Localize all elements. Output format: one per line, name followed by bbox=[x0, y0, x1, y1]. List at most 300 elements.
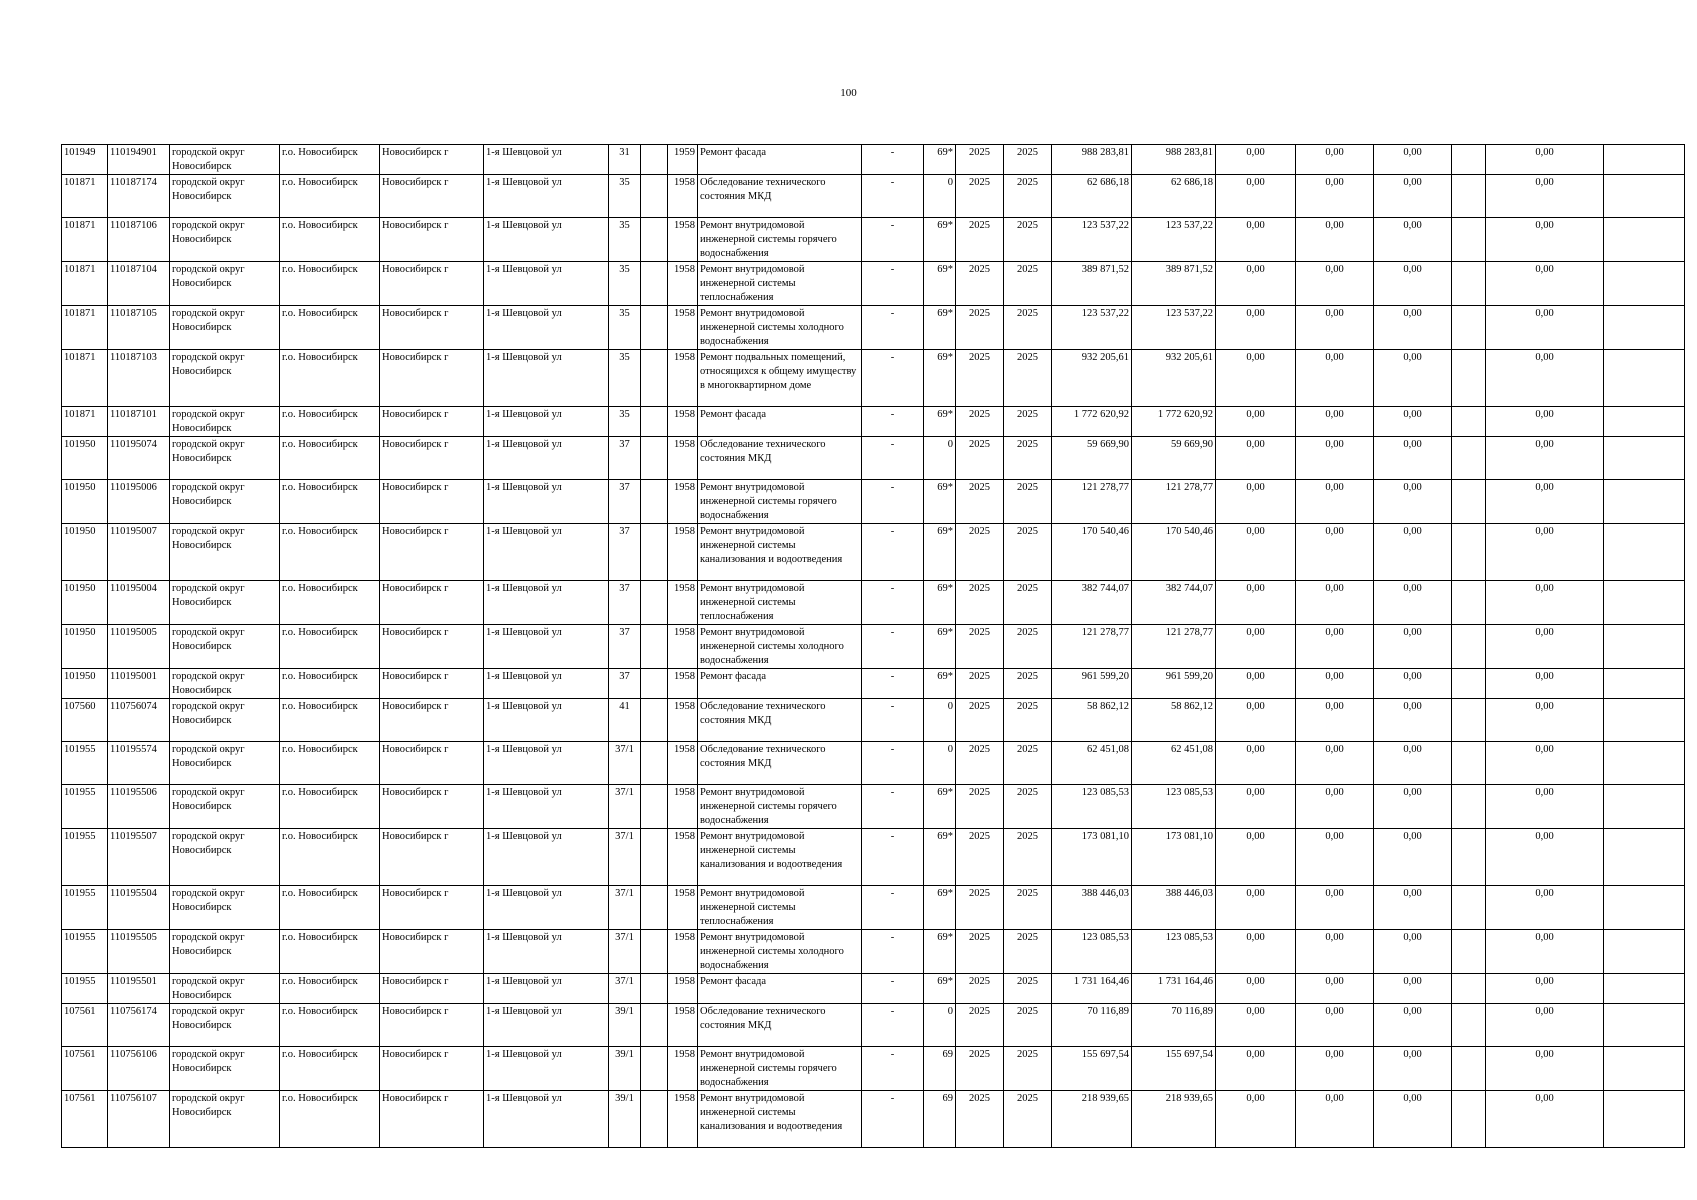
year-built-cell: 1958 bbox=[668, 930, 698, 974]
dash-mark-cell: - bbox=[862, 625, 924, 669]
cost-budget-federal-cell: 0,00 bbox=[1216, 625, 1296, 669]
cost-owners-cell: 0,00 bbox=[1486, 262, 1604, 306]
cost-total-cell: 62 686,18 bbox=[1052, 175, 1132, 218]
year-built-cell: 1958 bbox=[668, 524, 698, 581]
municipal-district-cell: городской округ Новосибирск bbox=[170, 742, 280, 785]
cost-budget-federal-cell: 0,00 bbox=[1216, 1047, 1296, 1091]
table-row bbox=[62, 742, 1685, 785]
street-cell: 1-я Шевцовой ул bbox=[484, 350, 609, 407]
settlement-cell: Новосибирск г bbox=[380, 625, 484, 669]
house-code-cell: 101871 bbox=[62, 407, 108, 437]
work-type-cell: Обследование технического состояния МКД bbox=[698, 437, 862, 480]
street-cell: 1-я Шевцовой ул bbox=[484, 829, 609, 886]
cost-budget-local-cell: 0,00 bbox=[1374, 350, 1452, 407]
cost-other-cell bbox=[1452, 625, 1486, 669]
street-cell: 1-я Шевцовой ул bbox=[484, 218, 609, 262]
cost-budget-local-cell: 0,00 bbox=[1374, 407, 1452, 437]
year-end-cell: 2025 bbox=[1004, 350, 1052, 407]
cost-owners-cell: 0,00 bbox=[1486, 437, 1604, 480]
work-type-cell: Ремонт подвальных помещений, относящихся к общему имуществу в многоквартирном доме bbox=[698, 350, 862, 407]
cost-budget-regional-cell: 0,00 bbox=[1296, 699, 1374, 742]
cost-budget-federal-cell: 0,00 bbox=[1216, 175, 1296, 218]
table-row bbox=[62, 1047, 1685, 1091]
cost-total-cell: 123 085,53 bbox=[1052, 785, 1132, 829]
dash-mark-cell: - bbox=[862, 974, 924, 1004]
table-row bbox=[62, 930, 1685, 974]
notes-cell bbox=[1604, 262, 1685, 306]
municipal-district-cell: городской округ Новосибирск bbox=[170, 669, 280, 699]
work-code-cell: 110187103 bbox=[108, 350, 170, 407]
year-end-cell: 2025 bbox=[1004, 1004, 1052, 1047]
cost-budget-federal-cell: 0,00 bbox=[1216, 886, 1296, 930]
value-indicator-cell: 0 bbox=[924, 742, 956, 785]
cost-other-cell bbox=[1452, 886, 1486, 930]
value-indicator-cell: 0 bbox=[924, 175, 956, 218]
work-code-cell: 110195004 bbox=[108, 581, 170, 625]
dash-mark-cell: - bbox=[862, 1091, 924, 1148]
work-code-cell: 110195505 bbox=[108, 930, 170, 974]
settlement-cell: Новосибирск г bbox=[380, 1091, 484, 1148]
notes-cell bbox=[1604, 829, 1685, 886]
year-start-cell: 2025 bbox=[956, 407, 1004, 437]
year-built-cell: 1958 bbox=[668, 437, 698, 480]
municipality-cell: г.о. Новосибирск bbox=[280, 581, 380, 625]
cost-total-cell: 382 744,07 bbox=[1052, 581, 1132, 625]
year-end-cell: 2025 bbox=[1004, 145, 1052, 175]
house-code-cell: 101955 bbox=[62, 742, 108, 785]
year-start-cell: 2025 bbox=[956, 829, 1004, 886]
year-end-cell: 2025 bbox=[1004, 742, 1052, 785]
street-cell: 1-я Шевцовой ул bbox=[484, 581, 609, 625]
municipal-district-cell: городской округ Новосибирск bbox=[170, 175, 280, 218]
cost-budget-regional-cell: 0,00 bbox=[1296, 306, 1374, 350]
notes-cell bbox=[1604, 742, 1685, 785]
year-built-cell: 1958 bbox=[668, 262, 698, 306]
cost-total-cell: 121 278,77 bbox=[1052, 625, 1132, 669]
building-letter-cell bbox=[641, 669, 668, 699]
municipal-district-cell: городской округ Новосибирск bbox=[170, 350, 280, 407]
house-number-cell: 37/1 bbox=[609, 785, 641, 829]
municipality-cell: г.о. Новосибирск bbox=[280, 1047, 380, 1091]
municipality-cell: г.о. Новосибирск bbox=[280, 175, 380, 218]
municipal-district-cell: городской округ Новосибирск bbox=[170, 1047, 280, 1091]
work-code-cell: 110195074 bbox=[108, 437, 170, 480]
year-end-cell: 2025 bbox=[1004, 930, 1052, 974]
cost-fund-cell: 382 744,07 bbox=[1132, 581, 1216, 625]
registry-table-body bbox=[62, 145, 1685, 1148]
house-number-cell: 37 bbox=[609, 625, 641, 669]
cost-owners-cell: 0,00 bbox=[1486, 350, 1604, 407]
cost-budget-regional-cell: 0,00 bbox=[1296, 145, 1374, 175]
work-type-cell: Ремонт внутридомовой инженерной системы горячего водоснабжения bbox=[698, 785, 862, 829]
year-start-cell: 2025 bbox=[956, 581, 1004, 625]
table-row bbox=[62, 1091, 1685, 1148]
cost-owners-cell: 0,00 bbox=[1486, 145, 1604, 175]
dash-mark-cell: - bbox=[862, 699, 924, 742]
work-type-cell: Ремонт внутридомовой инженерной системы канализования и водоотведения bbox=[698, 829, 862, 886]
cost-owners-cell: 0,00 bbox=[1486, 218, 1604, 262]
cost-budget-federal-cell: 0,00 bbox=[1216, 145, 1296, 175]
cost-fund-cell: 155 697,54 bbox=[1132, 1047, 1216, 1091]
house-number-cell: 37/1 bbox=[609, 930, 641, 974]
cost-owners-cell: 0,00 bbox=[1486, 480, 1604, 524]
cost-budget-federal-cell: 0,00 bbox=[1216, 785, 1296, 829]
cost-total-cell: 988 283,81 bbox=[1052, 145, 1132, 175]
house-code-cell: 101950 bbox=[62, 437, 108, 480]
cost-budget-federal-cell: 0,00 bbox=[1216, 699, 1296, 742]
work-code-cell: 110187101 bbox=[108, 407, 170, 437]
cost-total-cell: 62 451,08 bbox=[1052, 742, 1132, 785]
dash-mark-cell: - bbox=[862, 218, 924, 262]
year-start-cell: 2025 bbox=[956, 742, 1004, 785]
cost-budget-federal-cell: 0,00 bbox=[1216, 581, 1296, 625]
house-number-cell: 37 bbox=[609, 669, 641, 699]
year-built-cell: 1958 bbox=[668, 1004, 698, 1047]
settlement-cell: Новосибирск г bbox=[380, 581, 484, 625]
table-row bbox=[62, 175, 1685, 218]
dash-mark-cell: - bbox=[862, 350, 924, 407]
year-end-cell: 2025 bbox=[1004, 1047, 1052, 1091]
street-cell: 1-я Шевцовой ул bbox=[484, 306, 609, 350]
dash-mark-cell: - bbox=[862, 306, 924, 350]
value-indicator-cell: 69* bbox=[924, 480, 956, 524]
dash-mark-cell: - bbox=[862, 1004, 924, 1047]
municipality-cell: г.о. Новосибирск bbox=[280, 1004, 380, 1047]
value-indicator-cell: 69* bbox=[924, 407, 956, 437]
building-letter-cell bbox=[641, 785, 668, 829]
work-code-cell: 110195501 bbox=[108, 974, 170, 1004]
building-letter-cell bbox=[641, 480, 668, 524]
dash-mark-cell: - bbox=[862, 1047, 924, 1091]
notes-cell bbox=[1604, 218, 1685, 262]
year-built-cell: 1958 bbox=[668, 407, 698, 437]
cost-owners-cell: 0,00 bbox=[1486, 886, 1604, 930]
year-end-cell: 2025 bbox=[1004, 407, 1052, 437]
cost-budget-local-cell: 0,00 bbox=[1374, 829, 1452, 886]
building-letter-cell bbox=[641, 699, 668, 742]
year-start-cell: 2025 bbox=[956, 785, 1004, 829]
cost-other-cell bbox=[1452, 306, 1486, 350]
year-end-cell: 2025 bbox=[1004, 625, 1052, 669]
cost-budget-federal-cell: 0,00 bbox=[1216, 407, 1296, 437]
settlement-cell: Новосибирск г bbox=[380, 524, 484, 581]
year-start-cell: 2025 bbox=[956, 1004, 1004, 1047]
house-code-cell: 101950 bbox=[62, 581, 108, 625]
work-type-cell: Ремонт внутридомовой инженерной системы теплоснабжения bbox=[698, 886, 862, 930]
cost-budget-federal-cell: 0,00 bbox=[1216, 218, 1296, 262]
cost-owners-cell: 0,00 bbox=[1486, 625, 1604, 669]
municipal-district-cell: городской округ Новосибирск bbox=[170, 1091, 280, 1148]
building-letter-cell bbox=[641, 175, 668, 218]
cost-other-cell bbox=[1452, 524, 1486, 581]
cost-budget-federal-cell: 0,00 bbox=[1216, 1004, 1296, 1047]
settlement-cell: Новосибирск г bbox=[380, 145, 484, 175]
cost-owners-cell: 0,00 bbox=[1486, 669, 1604, 699]
cost-budget-regional-cell: 0,00 bbox=[1296, 1004, 1374, 1047]
settlement-cell: Новосибирск г bbox=[380, 974, 484, 1004]
cost-fund-cell: 123 537,22 bbox=[1132, 306, 1216, 350]
year-end-cell: 2025 bbox=[1004, 175, 1052, 218]
cost-budget-regional-cell: 0,00 bbox=[1296, 175, 1374, 218]
cost-budget-local-cell: 0,00 bbox=[1374, 306, 1452, 350]
cost-total-cell: 389 871,52 bbox=[1052, 262, 1132, 306]
year-built-cell: 1958 bbox=[668, 669, 698, 699]
cost-budget-regional-cell: 0,00 bbox=[1296, 262, 1374, 306]
house-number-cell: 37 bbox=[609, 480, 641, 524]
cost-fund-cell: 121 278,77 bbox=[1132, 625, 1216, 669]
house-number-cell: 37/1 bbox=[609, 829, 641, 886]
municipal-district-cell: городской округ Новосибирск bbox=[170, 785, 280, 829]
year-start-cell: 2025 bbox=[956, 306, 1004, 350]
street-cell: 1-я Шевцовой ул bbox=[484, 145, 609, 175]
value-indicator-cell: 69* bbox=[924, 350, 956, 407]
municipality-cell: г.о. Новосибирск bbox=[280, 625, 380, 669]
settlement-cell: Новосибирск г bbox=[380, 742, 484, 785]
cost-fund-cell: 932 205,61 bbox=[1132, 350, 1216, 407]
year-start-cell: 2025 bbox=[956, 437, 1004, 480]
year-end-cell: 2025 bbox=[1004, 480, 1052, 524]
cost-owners-cell: 0,00 bbox=[1486, 742, 1604, 785]
cost-total-cell: 58 862,12 bbox=[1052, 699, 1132, 742]
work-code-cell: 110194901 bbox=[108, 145, 170, 175]
cost-fund-cell: 170 540,46 bbox=[1132, 524, 1216, 581]
municipal-district-cell: городской округ Новосибирск bbox=[170, 581, 280, 625]
house-number-cell: 37 bbox=[609, 437, 641, 480]
cost-total-cell: 123 537,22 bbox=[1052, 306, 1132, 350]
year-built-cell: 1958 bbox=[668, 886, 698, 930]
settlement-cell: Новосибирск г bbox=[380, 699, 484, 742]
cost-budget-federal-cell: 0,00 bbox=[1216, 350, 1296, 407]
dash-mark-cell: - bbox=[862, 524, 924, 581]
work-type-cell: Ремонт фасада bbox=[698, 407, 862, 437]
municipality-cell: г.о. Новосибирск bbox=[280, 886, 380, 930]
notes-cell bbox=[1604, 437, 1685, 480]
house-code-cell: 107561 bbox=[62, 1091, 108, 1148]
value-indicator-cell: 69* bbox=[924, 306, 956, 350]
settlement-cell: Новосибирск г bbox=[380, 1004, 484, 1047]
table-row bbox=[62, 262, 1685, 306]
year-built-cell: 1958 bbox=[668, 742, 698, 785]
notes-cell bbox=[1604, 930, 1685, 974]
municipal-district-cell: городской округ Новосибирск bbox=[170, 974, 280, 1004]
cost-budget-local-cell: 0,00 bbox=[1374, 974, 1452, 1004]
cost-total-cell: 170 540,46 bbox=[1052, 524, 1132, 581]
cost-total-cell: 155 697,54 bbox=[1052, 1047, 1132, 1091]
cost-other-cell bbox=[1452, 974, 1486, 1004]
house-code-cell: 101955 bbox=[62, 829, 108, 886]
house-number-cell: 37 bbox=[609, 524, 641, 581]
cost-budget-federal-cell: 0,00 bbox=[1216, 669, 1296, 699]
year-start-cell: 2025 bbox=[956, 974, 1004, 1004]
work-type-cell: Ремонт внутридомовой инженерной системы холодного водоснабжения bbox=[698, 306, 862, 350]
year-end-cell: 2025 bbox=[1004, 1091, 1052, 1148]
cost-other-cell bbox=[1452, 480, 1486, 524]
municipal-district-cell: городской округ Новосибирск bbox=[170, 886, 280, 930]
cost-budget-regional-cell: 0,00 bbox=[1296, 350, 1374, 407]
cost-budget-local-cell: 0,00 bbox=[1374, 145, 1452, 175]
house-code-cell: 101871 bbox=[62, 218, 108, 262]
settlement-cell: Новосибирск г bbox=[380, 886, 484, 930]
building-letter-cell bbox=[641, 625, 668, 669]
table-row bbox=[62, 407, 1685, 437]
street-cell: 1-я Шевцовой ул bbox=[484, 785, 609, 829]
municipal-district-cell: городской округ Новосибирск bbox=[170, 437, 280, 480]
cost-total-cell: 932 205,61 bbox=[1052, 350, 1132, 407]
cost-owners-cell: 0,00 bbox=[1486, 1091, 1604, 1148]
dash-mark-cell: - bbox=[862, 829, 924, 886]
work-type-cell: Ремонт внутридомовой инженерной системы горячего водоснабжения bbox=[698, 480, 862, 524]
municipality-cell: г.о. Новосибирск bbox=[280, 829, 380, 886]
cost-budget-local-cell: 0,00 bbox=[1374, 218, 1452, 262]
cost-budget-federal-cell: 0,00 bbox=[1216, 437, 1296, 480]
building-letter-cell bbox=[641, 1091, 668, 1148]
building-letter-cell bbox=[641, 829, 668, 886]
year-start-cell: 2025 bbox=[956, 930, 1004, 974]
work-code-cell: 110756174 bbox=[108, 1004, 170, 1047]
cost-budget-regional-cell: 0,00 bbox=[1296, 437, 1374, 480]
work-type-cell: Обследование технического состояния МКД bbox=[698, 699, 862, 742]
year-start-cell: 2025 bbox=[956, 145, 1004, 175]
municipality-cell: г.о. Новосибирск bbox=[280, 699, 380, 742]
cost-fund-cell: 388 446,03 bbox=[1132, 886, 1216, 930]
house-number-cell: 41 bbox=[609, 699, 641, 742]
cost-owners-cell: 0,00 bbox=[1486, 306, 1604, 350]
building-letter-cell bbox=[641, 145, 668, 175]
cost-budget-regional-cell: 0,00 bbox=[1296, 785, 1374, 829]
cost-total-cell: 1 731 164,46 bbox=[1052, 974, 1132, 1004]
cost-total-cell: 121 278,77 bbox=[1052, 480, 1132, 524]
value-indicator-cell: 69* bbox=[924, 145, 956, 175]
settlement-cell: Новосибирск г bbox=[380, 218, 484, 262]
municipal-district-cell: городской округ Новосибирск bbox=[170, 829, 280, 886]
work-type-cell: Ремонт внутридомовой инженерной системы горячего водоснабжения bbox=[698, 218, 862, 262]
value-indicator-cell: 69 bbox=[924, 1091, 956, 1148]
year-start-cell: 2025 bbox=[956, 262, 1004, 306]
cost-fund-cell: 988 283,81 bbox=[1132, 145, 1216, 175]
cost-total-cell: 59 669,90 bbox=[1052, 437, 1132, 480]
cost-other-cell bbox=[1452, 1004, 1486, 1047]
dash-mark-cell: - bbox=[862, 175, 924, 218]
cost-owners-cell: 0,00 bbox=[1486, 785, 1604, 829]
house-number-cell: 37/1 bbox=[609, 974, 641, 1004]
table-row bbox=[62, 524, 1685, 581]
cost-fund-cell: 218 939,65 bbox=[1132, 1091, 1216, 1148]
notes-cell bbox=[1604, 669, 1685, 699]
cost-total-cell: 388 446,03 bbox=[1052, 886, 1132, 930]
year-end-cell: 2025 bbox=[1004, 785, 1052, 829]
municipality-cell: г.о. Новосибирск bbox=[280, 350, 380, 407]
year-start-cell: 2025 bbox=[956, 669, 1004, 699]
cost-total-cell: 1 772 620,92 bbox=[1052, 407, 1132, 437]
year-end-cell: 2025 bbox=[1004, 669, 1052, 699]
year-start-cell: 2025 bbox=[956, 699, 1004, 742]
building-letter-cell bbox=[641, 742, 668, 785]
cost-fund-cell: 58 862,12 bbox=[1132, 699, 1216, 742]
municipality-cell: г.о. Новосибирск bbox=[280, 974, 380, 1004]
work-type-cell: Ремонт внутридомовой инженерной системы холодного водоснабжения bbox=[698, 930, 862, 974]
street-cell: 1-я Шевцовой ул bbox=[484, 974, 609, 1004]
cost-budget-local-cell: 0,00 bbox=[1374, 262, 1452, 306]
table-row bbox=[62, 625, 1685, 669]
table-row bbox=[62, 669, 1685, 699]
year-built-cell: 1958 bbox=[668, 829, 698, 886]
cost-budget-federal-cell: 0,00 bbox=[1216, 524, 1296, 581]
notes-cell bbox=[1604, 581, 1685, 625]
cost-fund-cell: 123 537,22 bbox=[1132, 218, 1216, 262]
building-letter-cell bbox=[641, 262, 668, 306]
year-built-cell: 1958 bbox=[668, 480, 698, 524]
work-type-cell: Ремонт внутридомовой инженерной системы холодного водоснабжения bbox=[698, 625, 862, 669]
value-indicator-cell: 0 bbox=[924, 437, 956, 480]
cost-other-cell bbox=[1452, 1047, 1486, 1091]
settlement-cell: Новосибирск г bbox=[380, 829, 484, 886]
work-code-cell: 110195006 bbox=[108, 480, 170, 524]
house-number-cell: 35 bbox=[609, 306, 641, 350]
cost-owners-cell: 0,00 bbox=[1486, 407, 1604, 437]
municipality-cell: г.о. Новосибирск bbox=[280, 785, 380, 829]
settlement-cell: Новосибирск г bbox=[380, 262, 484, 306]
cost-budget-local-cell: 0,00 bbox=[1374, 785, 1452, 829]
cost-owners-cell: 0,00 bbox=[1486, 1004, 1604, 1047]
house-code-cell: 101949 bbox=[62, 145, 108, 175]
municipality-cell: г.о. Новосибирск bbox=[280, 480, 380, 524]
year-built-cell: 1958 bbox=[668, 625, 698, 669]
cost-other-cell bbox=[1452, 407, 1486, 437]
house-code-cell: 101950 bbox=[62, 480, 108, 524]
year-start-cell: 2025 bbox=[956, 1091, 1004, 1148]
year-start-cell: 2025 bbox=[956, 350, 1004, 407]
table-row bbox=[62, 306, 1685, 350]
cost-owners-cell: 0,00 bbox=[1486, 829, 1604, 886]
cost-total-cell: 123 085,53 bbox=[1052, 930, 1132, 974]
street-cell: 1-я Шевцовой ул bbox=[484, 625, 609, 669]
municipality-cell: г.о. Новосибирск bbox=[280, 742, 380, 785]
cost-fund-cell: 62 686,18 bbox=[1132, 175, 1216, 218]
street-cell: 1-я Шевцовой ул bbox=[484, 175, 609, 218]
value-indicator-cell: 69* bbox=[924, 886, 956, 930]
cost-fund-cell: 961 599,20 bbox=[1132, 669, 1216, 699]
value-indicator-cell: 69* bbox=[924, 785, 956, 829]
house-code-cell: 107561 bbox=[62, 1047, 108, 1091]
table-row bbox=[62, 581, 1685, 625]
work-type-cell: Ремонт фасада bbox=[698, 145, 862, 175]
notes-cell bbox=[1604, 175, 1685, 218]
cost-budget-federal-cell: 0,00 bbox=[1216, 930, 1296, 974]
house-number-cell: 35 bbox=[609, 262, 641, 306]
value-indicator-cell: 69* bbox=[924, 262, 956, 306]
work-type-cell: Ремонт внутридомовой инженерной системы теплоснабжения bbox=[698, 262, 862, 306]
notes-cell bbox=[1604, 480, 1685, 524]
year-end-cell: 2025 bbox=[1004, 886, 1052, 930]
cost-budget-local-cell: 0,00 bbox=[1374, 625, 1452, 669]
street-cell: 1-я Шевцовой ул bbox=[484, 407, 609, 437]
street-cell: 1-я Шевцовой ул bbox=[484, 699, 609, 742]
cost-total-cell: 123 537,22 bbox=[1052, 218, 1132, 262]
year-built-cell: 1958 bbox=[668, 1047, 698, 1091]
cost-other-cell bbox=[1452, 930, 1486, 974]
cost-fund-cell: 59 669,90 bbox=[1132, 437, 1216, 480]
notes-cell bbox=[1604, 524, 1685, 581]
notes-cell bbox=[1604, 974, 1685, 1004]
settlement-cell: Новосибирск г bbox=[380, 350, 484, 407]
year-end-cell: 2025 bbox=[1004, 581, 1052, 625]
house-code-cell: 101955 bbox=[62, 930, 108, 974]
year-start-cell: 2025 bbox=[956, 1047, 1004, 1091]
value-indicator-cell: 69* bbox=[924, 930, 956, 974]
street-cell: 1-я Шевцовой ул bbox=[484, 930, 609, 974]
municipality-cell: г.о. Новосибирск bbox=[280, 1091, 380, 1148]
settlement-cell: Новосибирск г bbox=[380, 306, 484, 350]
